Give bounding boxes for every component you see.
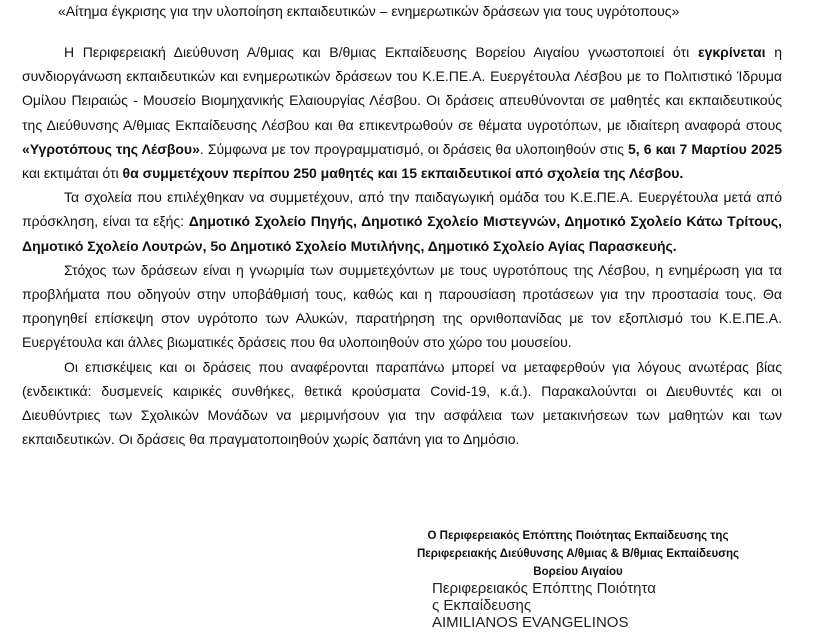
paragraph-schools (22, 185, 782, 258)
signer-title-line-2: ς Εκπαίδευσης (432, 597, 532, 614)
document-body (22, 40, 782, 451)
signature-line-2: Περιφερειακής Διεύθυνσης Α/θμιας & Β/θμιας Εκπαίδευσης (416, 548, 740, 560)
bold-wetlands-title: «Υγροτόπους της Λέσβου» (22, 140, 200, 157)
paragraph-conditions: Οι επισκέψεις και οι δράσεις που αναφέρονται παραπάνω μπορεί να μεταφερθούν για λόγους ανωτέρας βίας (ενδεικτικά: δυσμενείς καιρικές συνθήκες, θετικά κρούσματα Covid-19, κ.ά.). Παρακαλούνται οι Διευθυντές και οι Διευθύντριες των Σχολικών Μονάδων να μεριμνήσουν για την ασφάλεια των μετακινήσεων των μαθητών και των εκπαιδευτικών. Οι δράσεις θα πραγματοποιηθούν χωρίς δαπάνη για το Δημόσιο. (22, 358, 782, 448)
bold-dates: 5, 6 και 7 Μαρτίου 2025 (628, 140, 783, 157)
bold-approved: εγκρίνεται (697, 44, 766, 60)
signature-block (378, 527, 778, 581)
signature-line-1: Ο Περιφερειακός Επόπτης Ποιότητας Εκπαίδευσης της (427, 530, 729, 542)
text-span: . Σύμφωνα με τον προγραμματισμό, οι δράσεις θα υλοποιηθούν στις (199, 140, 628, 157)
text-span: η συνδιοργάνωση εκπαιδευτικών και ενημερωτικών δράσεων του Κ.Ε.ΠΕ.Α. Ευεργέτουλα Λέσβου με το Πολιτιστικό Ίδρυμα Ομίλου Πειραιώς - Μουσείο Βιομηχανικής Ελαιουργίας Λέσβου. Οι δράσεις απευθύνονται σε μαθητές και εκπαιδευτικούς της Διεύθυνσης Α/θμιας Εκπαίδευσης Λέσβου και θα επικεντρωθούν σε θέματα υγροτόπων, με ιδιαίτερη αναφορά στους (22, 44, 782, 133)
document-subject: «Αίτημα έγκρισης για την υλοποίηση εκπαιδευτικών – ενημερωτικών δράσεων για τους υγρότοπους» (58, 3, 680, 19)
text-span: και εκτιμάται ότι (22, 165, 123, 182)
signer-name: AIMILIANOS EVANGELINOS (432, 614, 629, 631)
signer-title-line-1: Περιφερειακός Επόπτης Ποιότητα (432, 580, 656, 597)
bold-school-list: Δημοτικό Σχολείο Πηγής, Δημοτικό Σχολείο Μιστεγνών, Δημοτικό Σχολείο Κάτω Τρίτους, Δημοτικό Σχολείο Λουτρών, 5ο Δημοτικό Σχολείο Μυτιλήνης, Δημοτικό Σχολείο Αγίας Παρασκευής. (22, 213, 783, 254)
digital-signature-stamp (432, 580, 812, 631)
text-span: Η Περιφερειακή Διεύθυνση Α/θμιας και Β/θμιας Εκπαίδευσης Βορείου Αιγαίου γνωστοποιεί ότι (64, 44, 698, 60)
text-span: Τα σχολεία που επιλέχθηκαν να συμμετέχουν, από την παιδαγωγική ομάδα του Κ.Ε.ΠΕ.Α. Ευεργέτουλα μετά από πρόσκληση, είναι τα εξής: (22, 189, 782, 230)
paragraph-goals: Στόχος των δράσεων είναι η γνωριμία των συμμετεχόντων με τους υγροτόπους της Λέσβου, η ενημέρωση για τα προβλήματα που οδηγούν στην υποβάθμισή τους, καθώς και η παρουσίαση προτάσεων για την προστασία τους. Θα προηγηθεί επίσκεψη στον υγρότοπο των Αλυκών, παρατήρηση της ορνιθοπανίδας με τον εξοπλισμό του Κ.Ε.ΠΕ.Α. Ευεργέτουλα και άλλες βιωματικές δράσεις που θα υλοποιηθούν στο χώρο του μουσείου. (22, 261, 782, 351)
bold-participants: θα συμμετέχουν περίπου 250 μαθητές και 15 εκπαιδευτικοί από σχολεία της Λέσβου. (122, 165, 684, 182)
signature-line-3: Βορείου Αιγαίου (533, 566, 623, 578)
paragraph-announcement (22, 40, 782, 185)
